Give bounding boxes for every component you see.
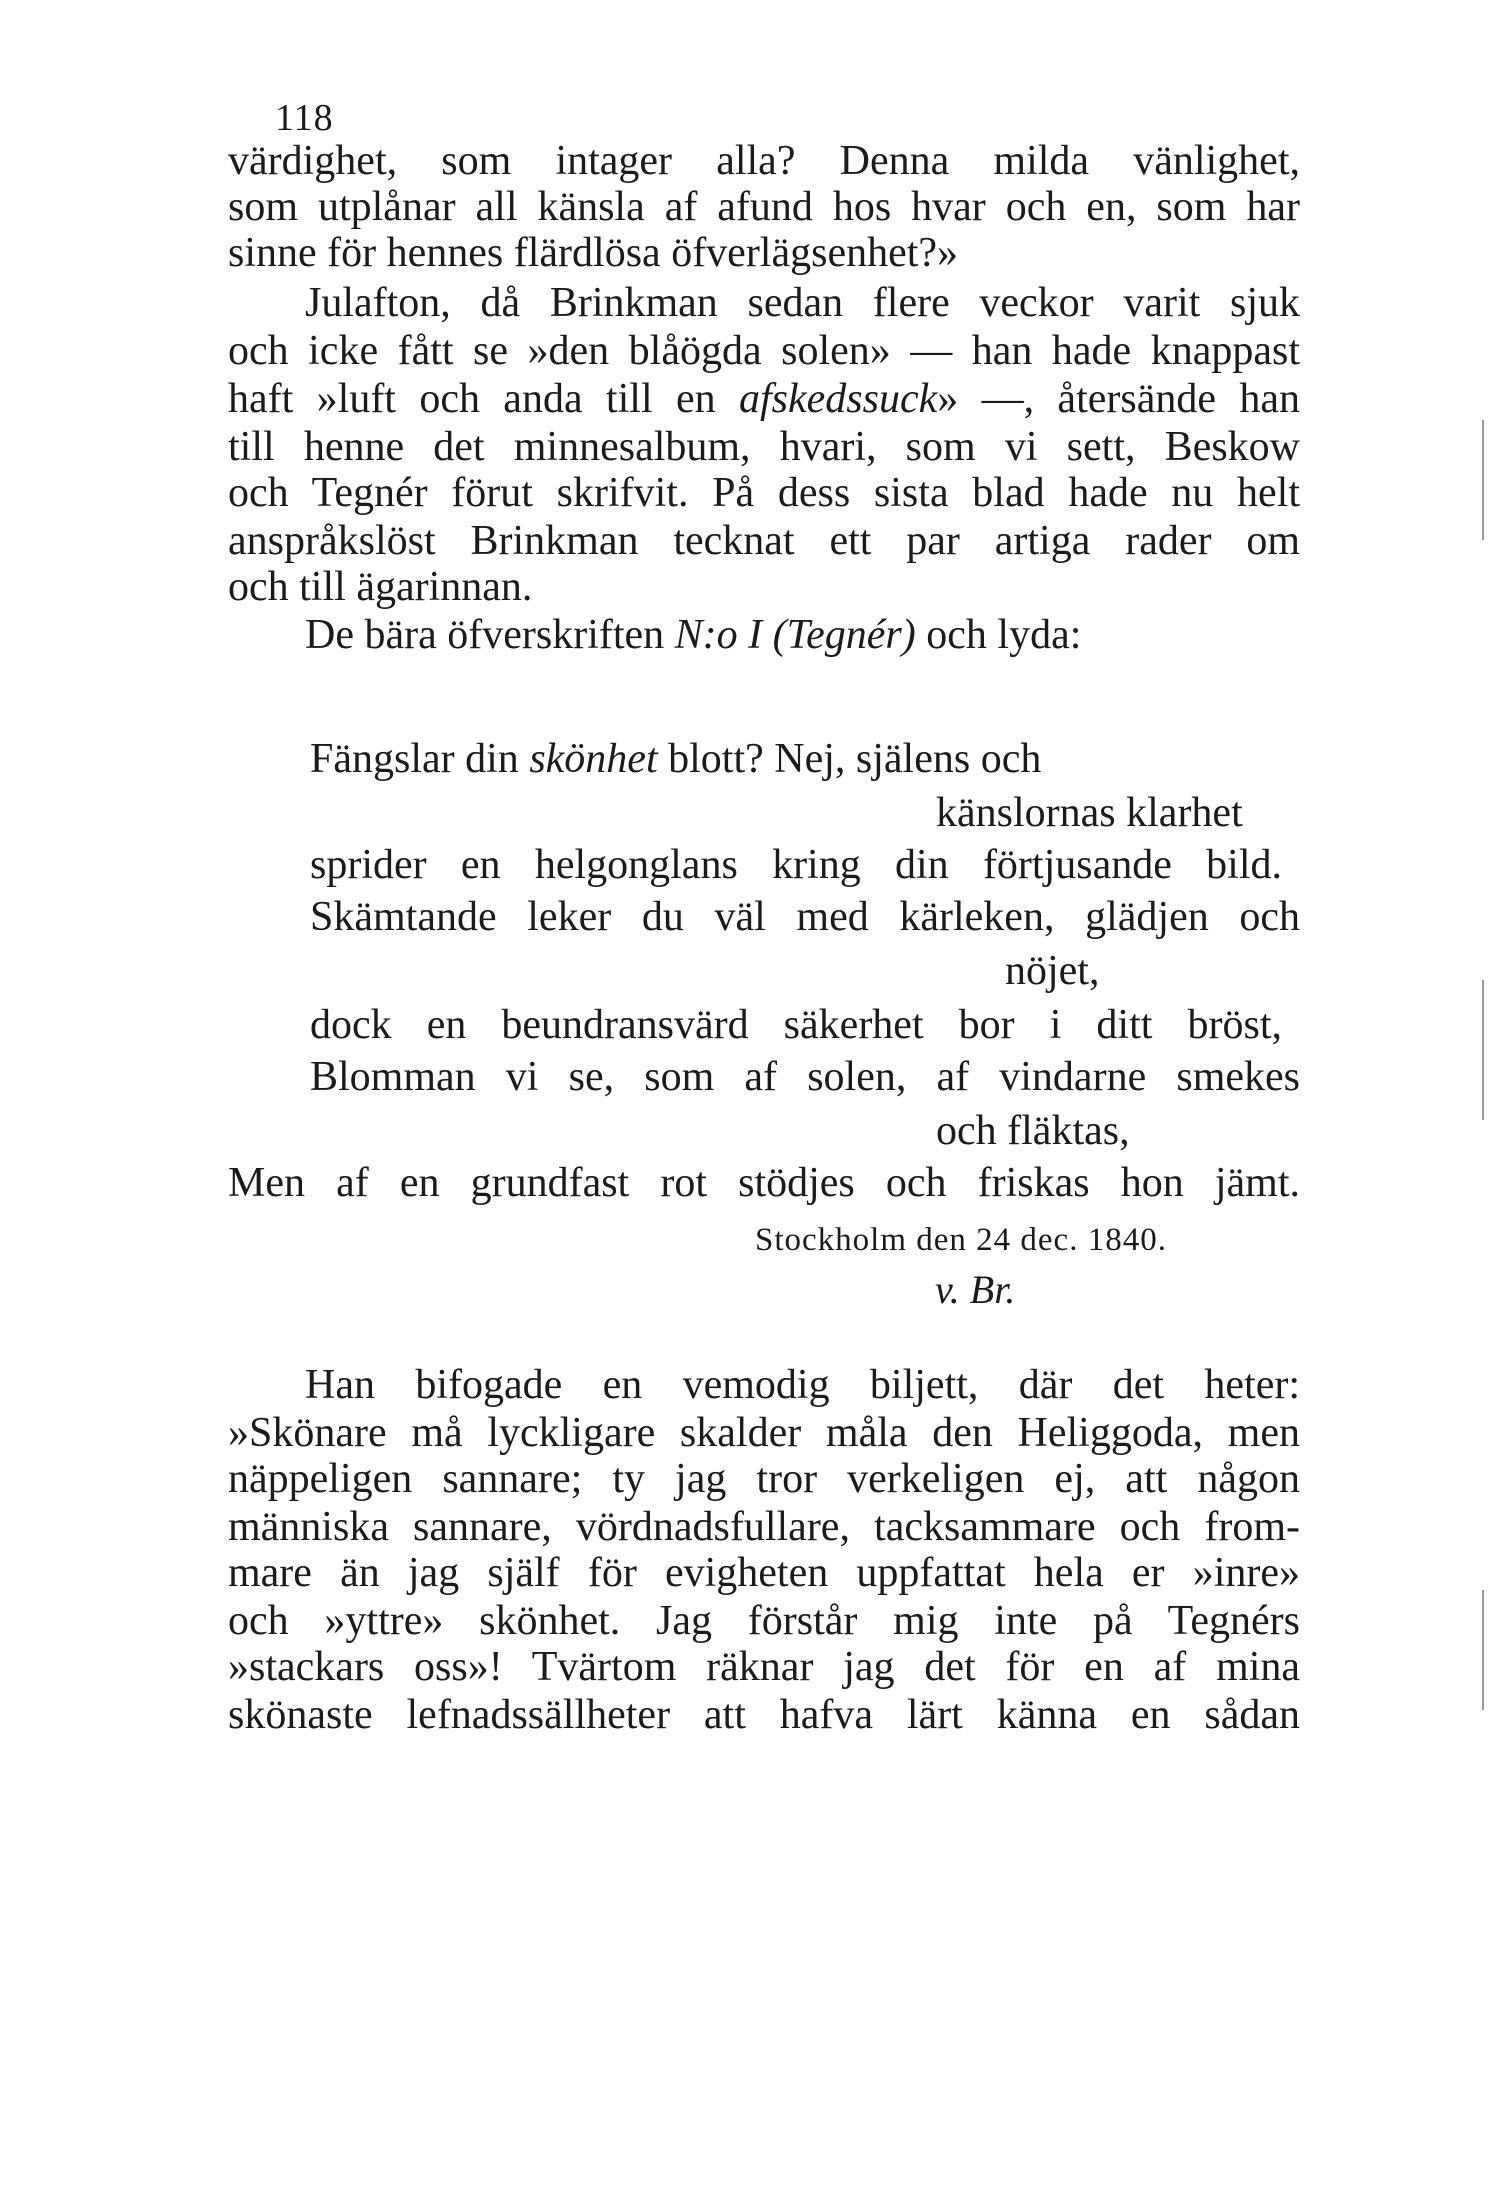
signature-name: v. Br. — [935, 1267, 1016, 1312]
text-line: till henne det minnesalbum, hvari, som vi sett, Beskow — [228, 424, 1300, 470]
text-line: skönaste lefnadssällheter att hafva lärt känna en sådan — [228, 1692, 1300, 1738]
text-line: och Tegnér förut skrifvit. På dess sista blad hade nu helt — [228, 470, 1300, 516]
text-line: och »yttre» skönhet. Jag förstår mig inte på Tegnérs — [228, 1598, 1300, 1644]
text-run: haft »luft och anda till en — [228, 376, 739, 422]
text-run: Fängslar din — [310, 736, 530, 782]
verse-continuation: och fläktas, — [936, 1108, 1130, 1154]
text-line: »Skönare må lyckligare skalder måla den Heliggoda, men — [228, 1410, 1300, 1456]
verse-continuation: känslornas klarhet — [936, 790, 1243, 836]
scan-margin-line — [1482, 420, 1484, 540]
italic-word: afskedssuck — [738, 376, 938, 422]
page-number: 118 — [275, 97, 334, 139]
verse-line: Skämtande leker du väl med kärleken, glädjen och — [310, 894, 1300, 940]
text-line: näppeligen sannare; ty jag tror verkeligen ej, att någon — [228, 1456, 1300, 1502]
verse-line: dock en beundransvärd säkerhet bor i ditt bröst, — [310, 1002, 1282, 1048]
verse-line: Men af en grundfast rot stödjes och friskas hon jämt. — [228, 1160, 1300, 1206]
text-line: Julafton, då Brinkman sedan flere veckor varit sjuk — [305, 280, 1300, 326]
text-line — [228, 378, 1300, 420]
text-line: människa sannare, vördnadsfullare, tacksammare och from- — [228, 1504, 1300, 1550]
verse-line: Blomman vi se, som af solen, af vindarne smekes — [310, 1054, 1300, 1100]
verse-line — [310, 738, 1041, 780]
text-line: som utplånar all känsla af afund hos hvar och en, som har — [228, 184, 1300, 230]
text-line: värdighet, som intager alla? Denna milda vänlighet, — [228, 138, 1300, 184]
text-line: anspråkslöst Brinkman tecknat ett par artiga rader om — [228, 518, 1300, 564]
verse-line: sprider en helgonglans kring din förtjusande bild. — [310, 842, 1282, 888]
scan-margin-line — [1482, 1590, 1484, 1710]
scan-margin-line — [1482, 980, 1484, 1120]
italic-word: skönhet — [529, 736, 658, 782]
signature-place-date: Stockholm den 24 dec. 1840. — [755, 1222, 1167, 1258]
text-line: och icke fått se »den blåögda solen» — han hade knappast — [228, 328, 1300, 374]
text-run: blott? Nej, själens och — [657, 736, 1042, 782]
italic-word: (Tegnér) — [772, 612, 916, 658]
text-line: Han bifogade en vemodig biljett, där det heter: — [305, 1362, 1300, 1408]
text-line: mare än jag själf för evigheten uppfattat hela er »inre» — [228, 1550, 1300, 1596]
text-line: »stackars oss»! Tvärtom räknar jag det för en af mina — [228, 1644, 1300, 1690]
text-line — [305, 614, 1081, 656]
verse-continuation: nöjet, — [1005, 948, 1100, 994]
italic-word: N:o I — [674, 612, 763, 658]
text-line: och till ägarinnan. — [228, 564, 533, 610]
text-run: och lyda: — [915, 612, 1082, 658]
text-run: De bära öfverskriften — [305, 612, 675, 658]
text-run: » —, återsände han — [937, 376, 1300, 422]
text-line: sinne för hennes flärdlösa öfverlägsenhet?» — [228, 230, 959, 276]
